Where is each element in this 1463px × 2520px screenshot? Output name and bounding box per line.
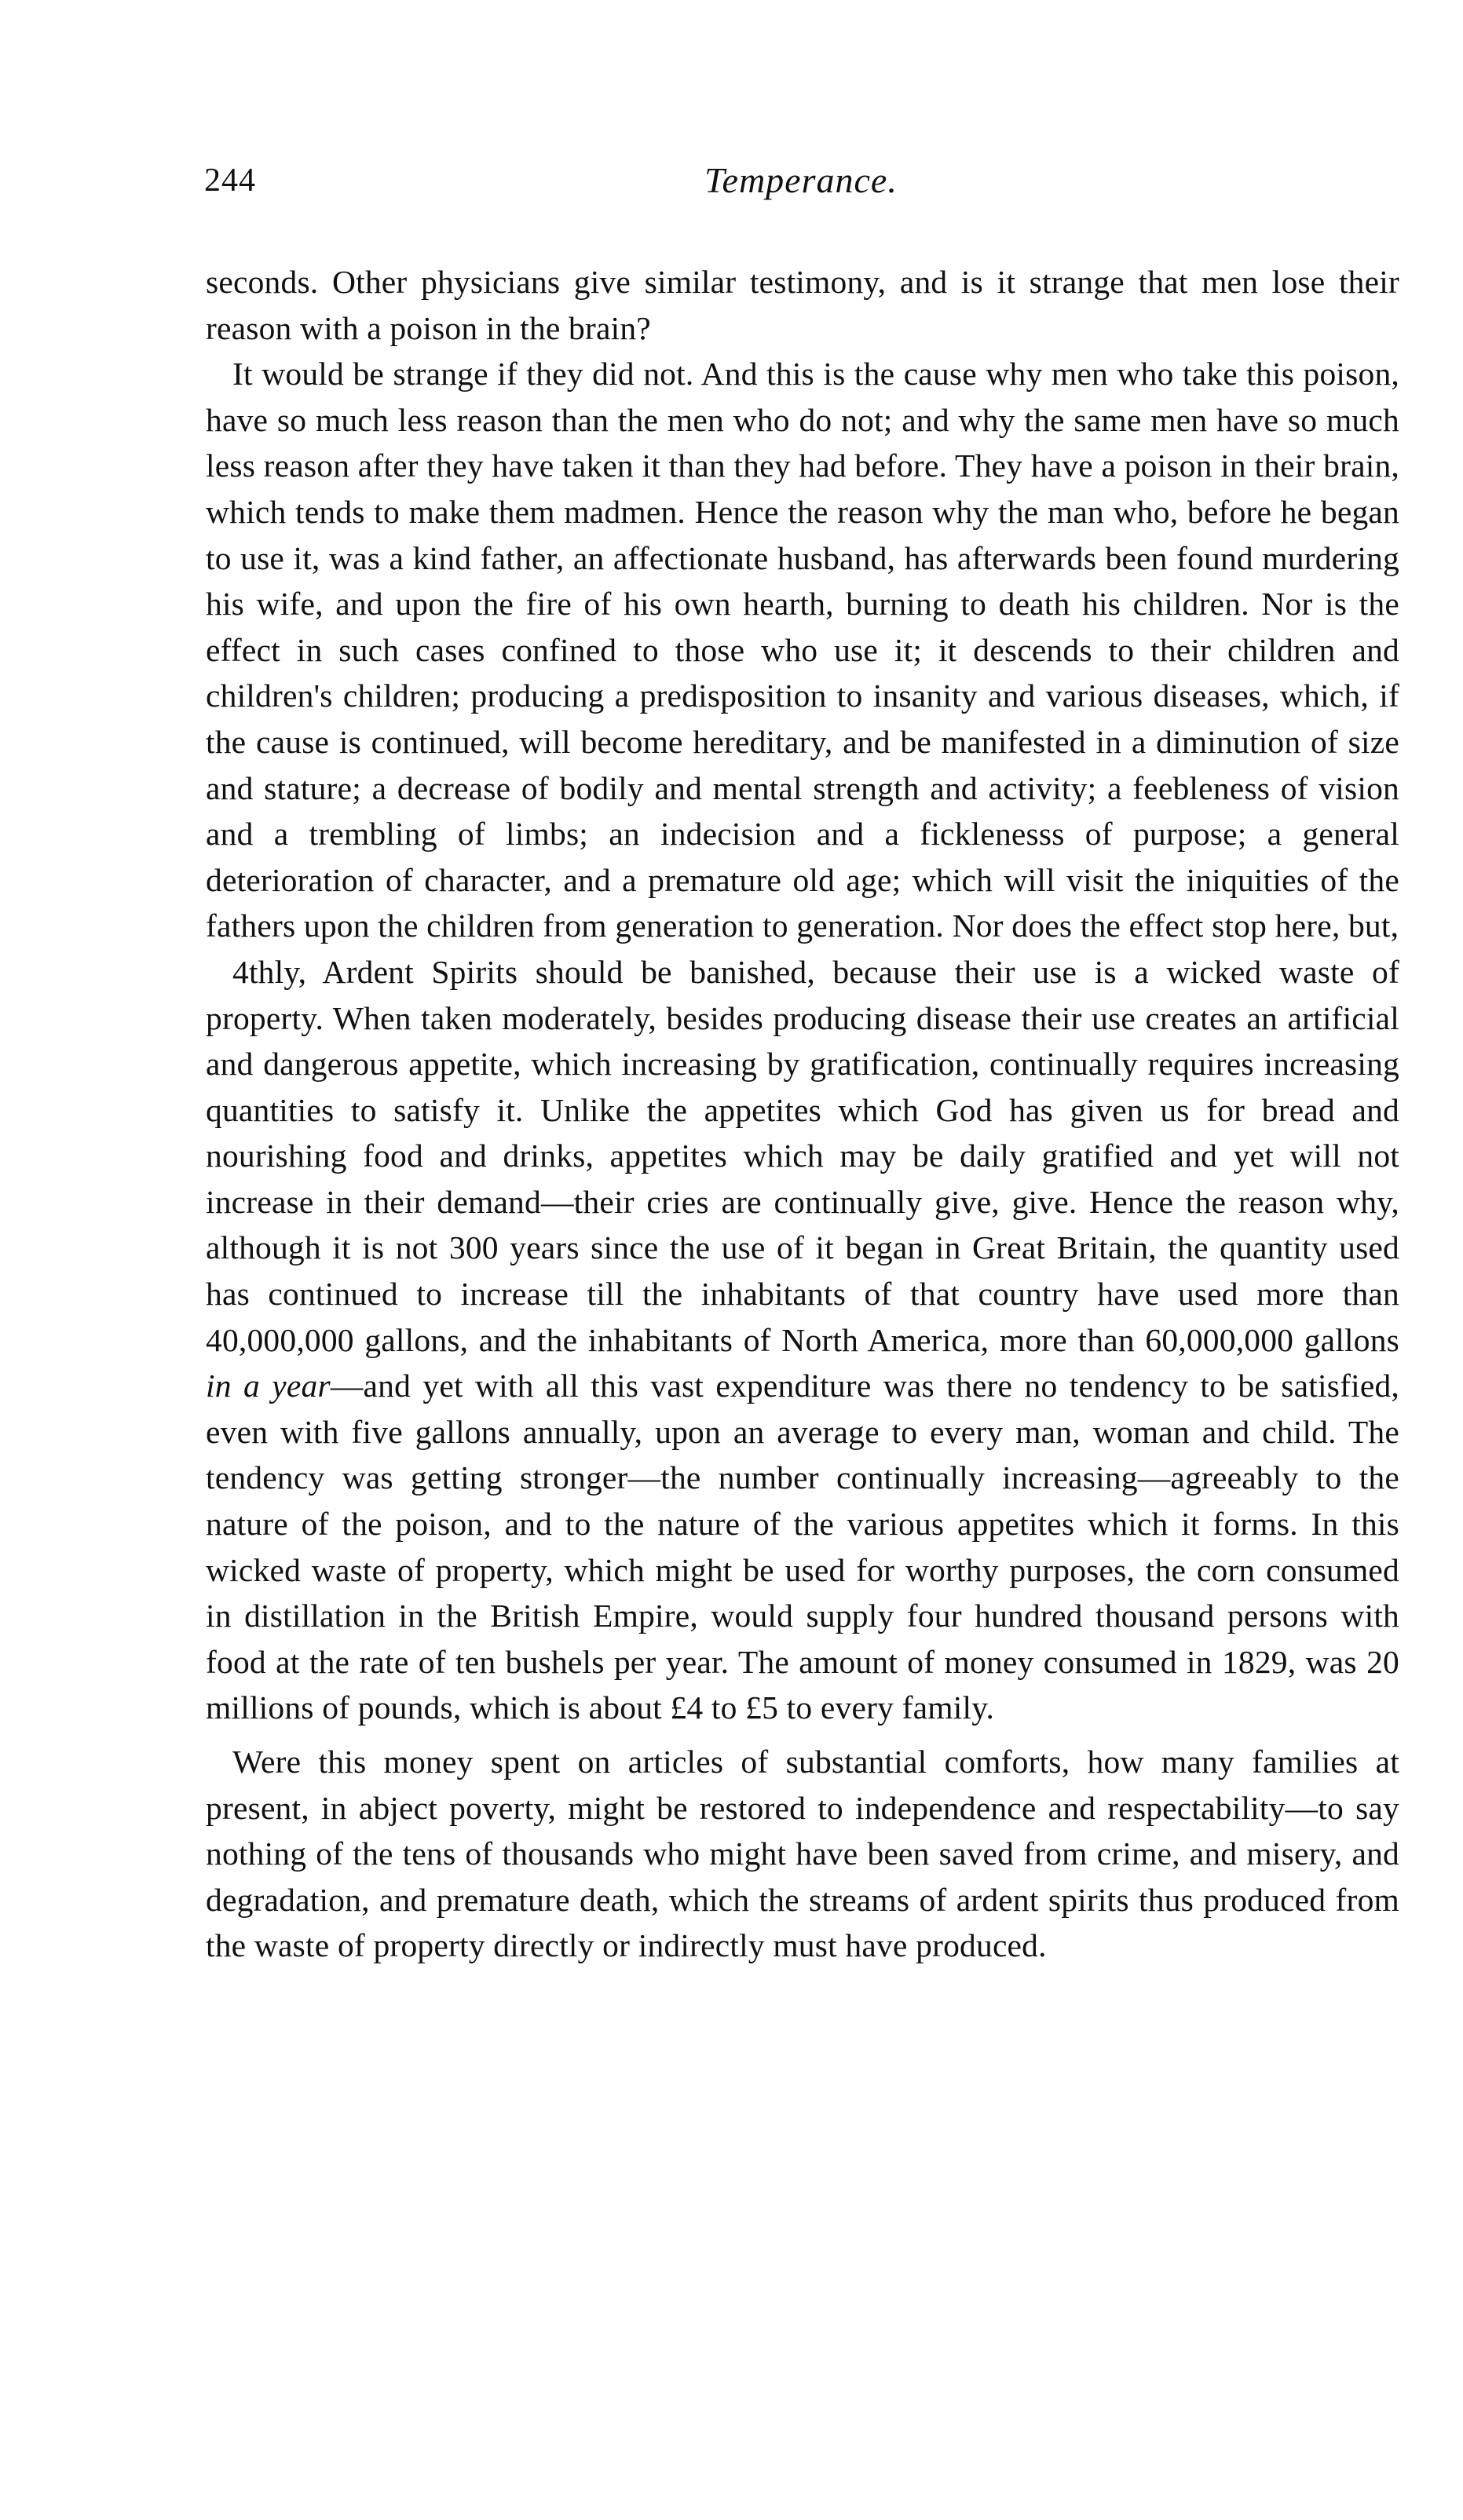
paragraph-2-text: It would be strange if they did not. And this is the cause why men who take this poison, have so much less reason than the men who do not; and why the same men have so much less reason after they have taken it than they had before. They have a poison in their brain, which tends to make them madmen. Hence the reason why the man who, before he began to use it, was a kind father, an affectionate husband, has afterwards been found murdering his wife, and upon the fire of his own hearth, burning to death his children. Nor is the effect in such cases confined to those who use it; it descends to their children and children's children; producing a predisposition to insanity and various diseases, which, if the cause is continued, will become hereditary, and be manifested in a diminution of size and stature; a decrease of bodily and mental strength and activity; a feebleness of vision and a trembling of limbs; an indecision and a ficklenesss of purpose; a general deterioration of character, and a premature old age; which will visit the iniquities of the fathers upon the children from generation to generation. Nor does the effect stop here, but, bbox=[206, 356, 1399, 944]
page-number: 244 bbox=[204, 163, 256, 199]
paragraph-1-text: seconds. Other physicians give similar testimony, and is it strange that men lose their reason with a poison in the brain? bbox=[206, 264, 1399, 346]
body-text bbox=[206, 259, 1399, 1969]
paragraph-1 bbox=[206, 259, 1399, 351]
paragraph-3-text: 4thly, Ardent Spirits should be banished, because their use is a wicked waste of property. When taken moderately, besides producing disease their use creates an artificial and dangerous appetite, which increasing by gratification, continually requires increasing quantities to satisfy it. Unlike the appetites which God has given us for bread and nourishing food and drinks, appetites which may be daily gratified and yet will not increase in their demand—their cries are continually give, give. Hence the reason why, although it is not 300 years since the use of it began in Great Britain, the quantity used has continued to increase till the inhabitants of that country have used more than 40,000,000 gallons, and the inhabitants of North America, more than 60,000,000 gallons bbox=[206, 953, 1399, 1358]
paragraph-2 bbox=[206, 351, 1399, 949]
paragraph-3-emphasis: in a year bbox=[206, 1368, 331, 1404]
paragraph-3-text-after: —and yet with all this vast expenditure was there no tendency to be satisfied, even with five gallons annually, upon an average to every man, woman and child. The tendency was getting stronger—the number continually increasing—agreeably to the nature of the poison, and to the nature of the various appetites which it forms. In this wicked waste of property, which might be used for worthy purposes, the corn consumed in distillation in the British Empire, would supply four hundred thousand persons with food at the rate of ten bushels per year. The amount of money consumed in 1829, was 20 millions of pounds, which is about £4 to £5 to every family. bbox=[206, 1368, 1399, 1726]
running-head: Temperance. bbox=[704, 160, 898, 200]
paragraph-4-text: Were this money spent on articles of substantial comforts, how many families at present, in abject poverty, might be restored to independence and respectability—to say nothing of the tens of thousands who might have been saved from crime, and misery, and degradation, and premature death, which the streams of ardent spirits thus produced from the waste of property directly or indirectly must have produced. bbox=[206, 1744, 1399, 1964]
paragraph-3 bbox=[206, 949, 1399, 1731]
page-header bbox=[204, 157, 1398, 212]
paragraph-4 bbox=[206, 1739, 1399, 1969]
